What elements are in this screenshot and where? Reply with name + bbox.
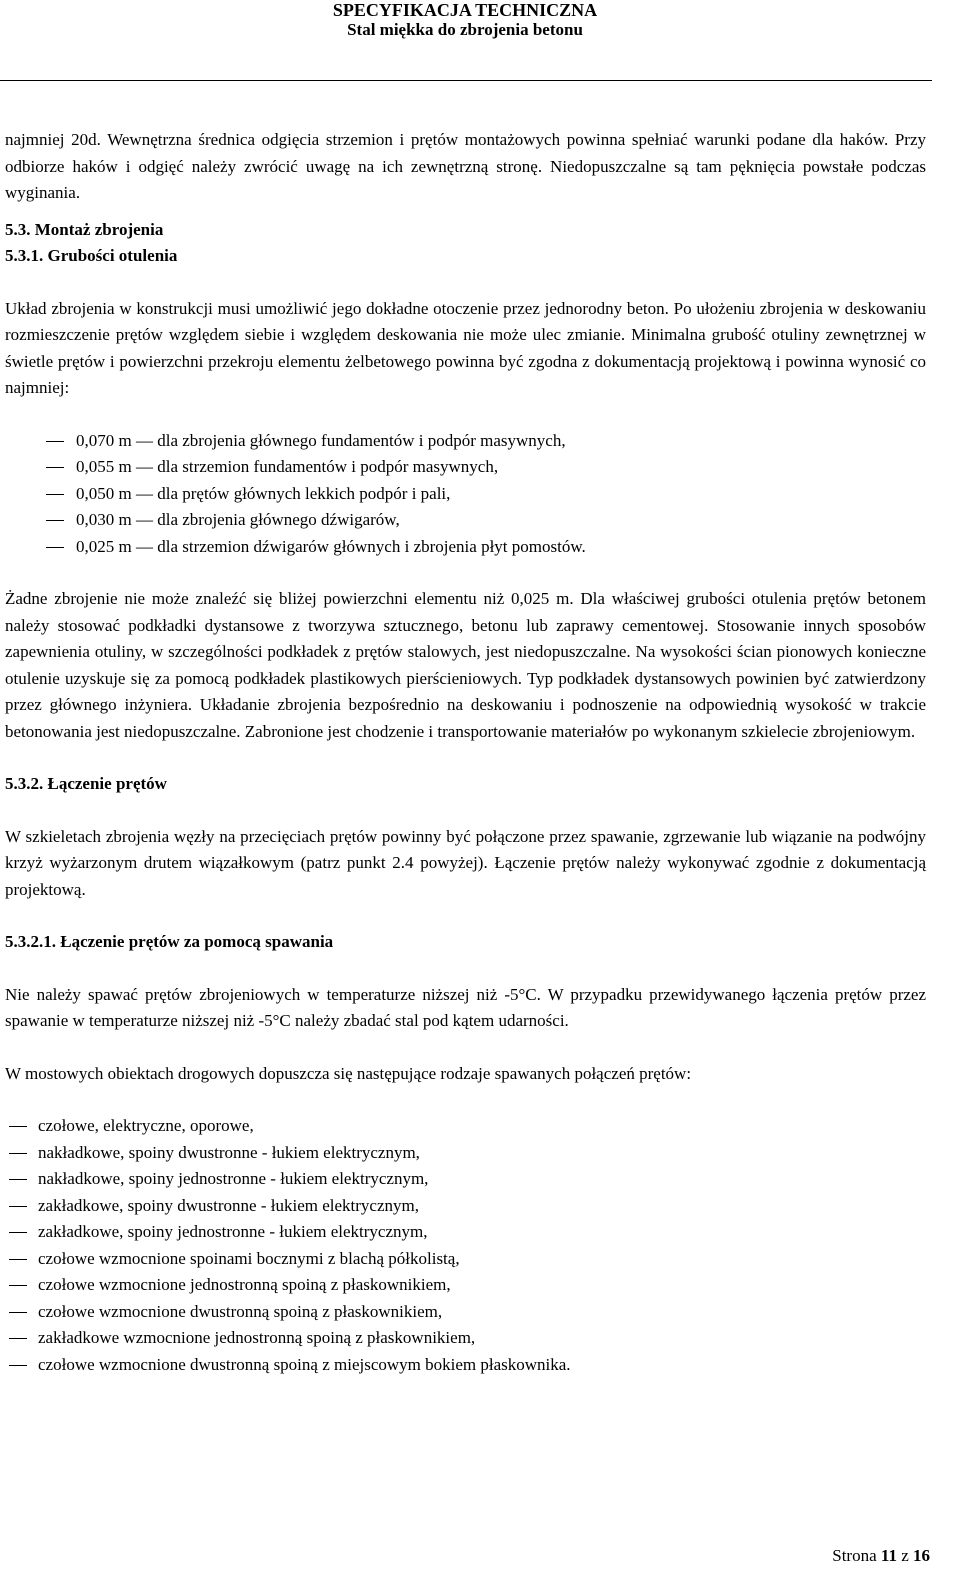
cover-thickness-list (5, 428, 926, 561)
list-item: nakładkowe, spoiny dwustronne - łukiem elektrycznym, (5, 1140, 926, 1167)
list-item: 0,055 m — dla strzemion fundamentów i podpór masywnych, (5, 454, 926, 481)
paragraph: Żadne zbrojenie nie może znaleźć się bliżej powierzchni elementu niż 0,025 m. Dla właściwej grubości otulenia prętów betonem należy stosować podkładki dystansowe z tworzywa sztucznego, betonu lub zaprawy cementowej. Stosowanie innych sposobów zapewnienia otuliny, w szczególności podkładek z prętów stalowych, jest niedopuszczalne. Na wysokości ścian pionowych konieczne otulenie uzyskuje się za pomocą podkładek plastikowych pierścieniowych. Typ podkładek dystansowych powinien być zatwierdzony przez głównego inżyniera. Układanie zbrojenia bezpośrednio na deskowaniu i podnoszenie na odpowiednią wysokość w trakcie betonowania jest niedopuszczalne. Zabronione jest chodzenie i transportowanie materiałów po wykonanym szkielecie zbrojeniowym. (5, 589, 926, 741)
list-item: zakładkowe, spoiny dwustronne - łukiem elektrycznym, (5, 1193, 926, 1220)
list-item: 0,070 m — dla zbrojenia głównego fundamentów i podpór masywnych, (5, 428, 926, 455)
list-item: czołowe wzmocnione jednostronną spoiną z płaskownikiem, (5, 1272, 926, 1299)
page-label: Strona (832, 1546, 877, 1565)
list-item: czołowe wzmocnione dwustronną spoiną z miejscowym bokiem płaskownika. (5, 1352, 926, 1379)
list-item: 0,030 m — dla zbrojenia głównego dźwigarów, (5, 507, 926, 534)
list-item: czołowe wzmocnione spoinami bocznymi z blachą półkolistą, (5, 1246, 926, 1273)
page-of: z (901, 1546, 909, 1565)
paragraph: W mostowych obiektach drogowych dopuszcza się następujące rodzaje spawanych połączeń prętów: (5, 1063, 692, 1083)
list-item: czołowe wzmocnione dwustronną spoiną z płaskownikiem, (5, 1299, 926, 1326)
list-item: nakładkowe, spoiny jednostronne - łukiem elektrycznym, (5, 1166, 926, 1193)
header-title: SPECYFIKACJA TECHNICZNA (332, 0, 598, 20)
section-heading: 5.3.2. Łączenie prętów (5, 774, 167, 793)
section-heading: 5.3.2.1. Łączenie prętów za pomocą spawania (5, 932, 334, 951)
header-subtitle: Stal miękka do zbrojenia betonu (347, 20, 583, 39)
list-item: czołowe, elektryczne, oporowe, (5, 1113, 926, 1140)
paragraph: Układ zbrojenia w konstrukcji musi umożliwić jego dokładne otoczenie przez jednorodny beton. Po ułożeniu zbrojenia w deskowaniu rozmieszczenie prętów względem siebie i względem deskowania nie może ulec zmianie. Minimalna grubość otuliny zewnętrznej w świetle prętów i powierzchni przekroju elementu żelbetowego powinna być zgodna z dokumentacją projektową i powinna wynosić co najmniej: (5, 298, 926, 397)
list-item: zakładkowe wzmocnione jednostronną spoiną z płaskownikiem, (5, 1325, 926, 1352)
list-item: 0,025 m — dla strzemion dźwigarów głównych i zbrojenia płyt pomostów. (5, 534, 926, 561)
paragraph: Nie należy spawać prętów zbrojeniowych w temperaturze niższej niż -5°C. W przypadku przewidywanego łączenia prętów przez spawanie w temperaturze niższej niż -5°C należy zbadać stal pod kątem udarności. (5, 984, 926, 1030)
current-page: 11 (880, 1546, 897, 1565)
list-item: zakładkowe, spoiny jednostronne - łukiem elektrycznym, (5, 1219, 926, 1246)
header-rule (0, 80, 932, 81)
document-body (5, 127, 926, 1378)
list-item: 0,050 m — dla prętów głównych lekkich podpór i pali, (5, 481, 926, 508)
page-number (832, 1546, 930, 1566)
paragraph: W szkieletach zbrojenia węzły na przecięciach prętów powinny być połączone przez spawanie, zgrzewanie lub wiązanie na podwójny krzyż wyżarzonym drutem wiązałkowym (patrz punkt 2.4 powyżej). Łączenie prętów należy wykonywać zgodnie z dokumentacją projektową. (5, 826, 926, 899)
paragraph: najmniej 20d. Wewnętrzna średnica odgięcia strzemion i prętów montażowych powinna spełniać warunki podane dla haków. Przy odbiorze haków i odgięć należy zwrócić uwagę na ich zewnętrzną stronę. Niedopuszczalne są tam pęknięcia powstałe podczas wyginania. (5, 130, 926, 202)
section-heading: 5.3. Montaż zbrojenia (5, 219, 164, 239)
weld-types-list (5, 1113, 926, 1378)
total-pages: 16 (913, 1546, 930, 1565)
section-heading: 5.3.1. Grubości otulenia (5, 246, 178, 265)
